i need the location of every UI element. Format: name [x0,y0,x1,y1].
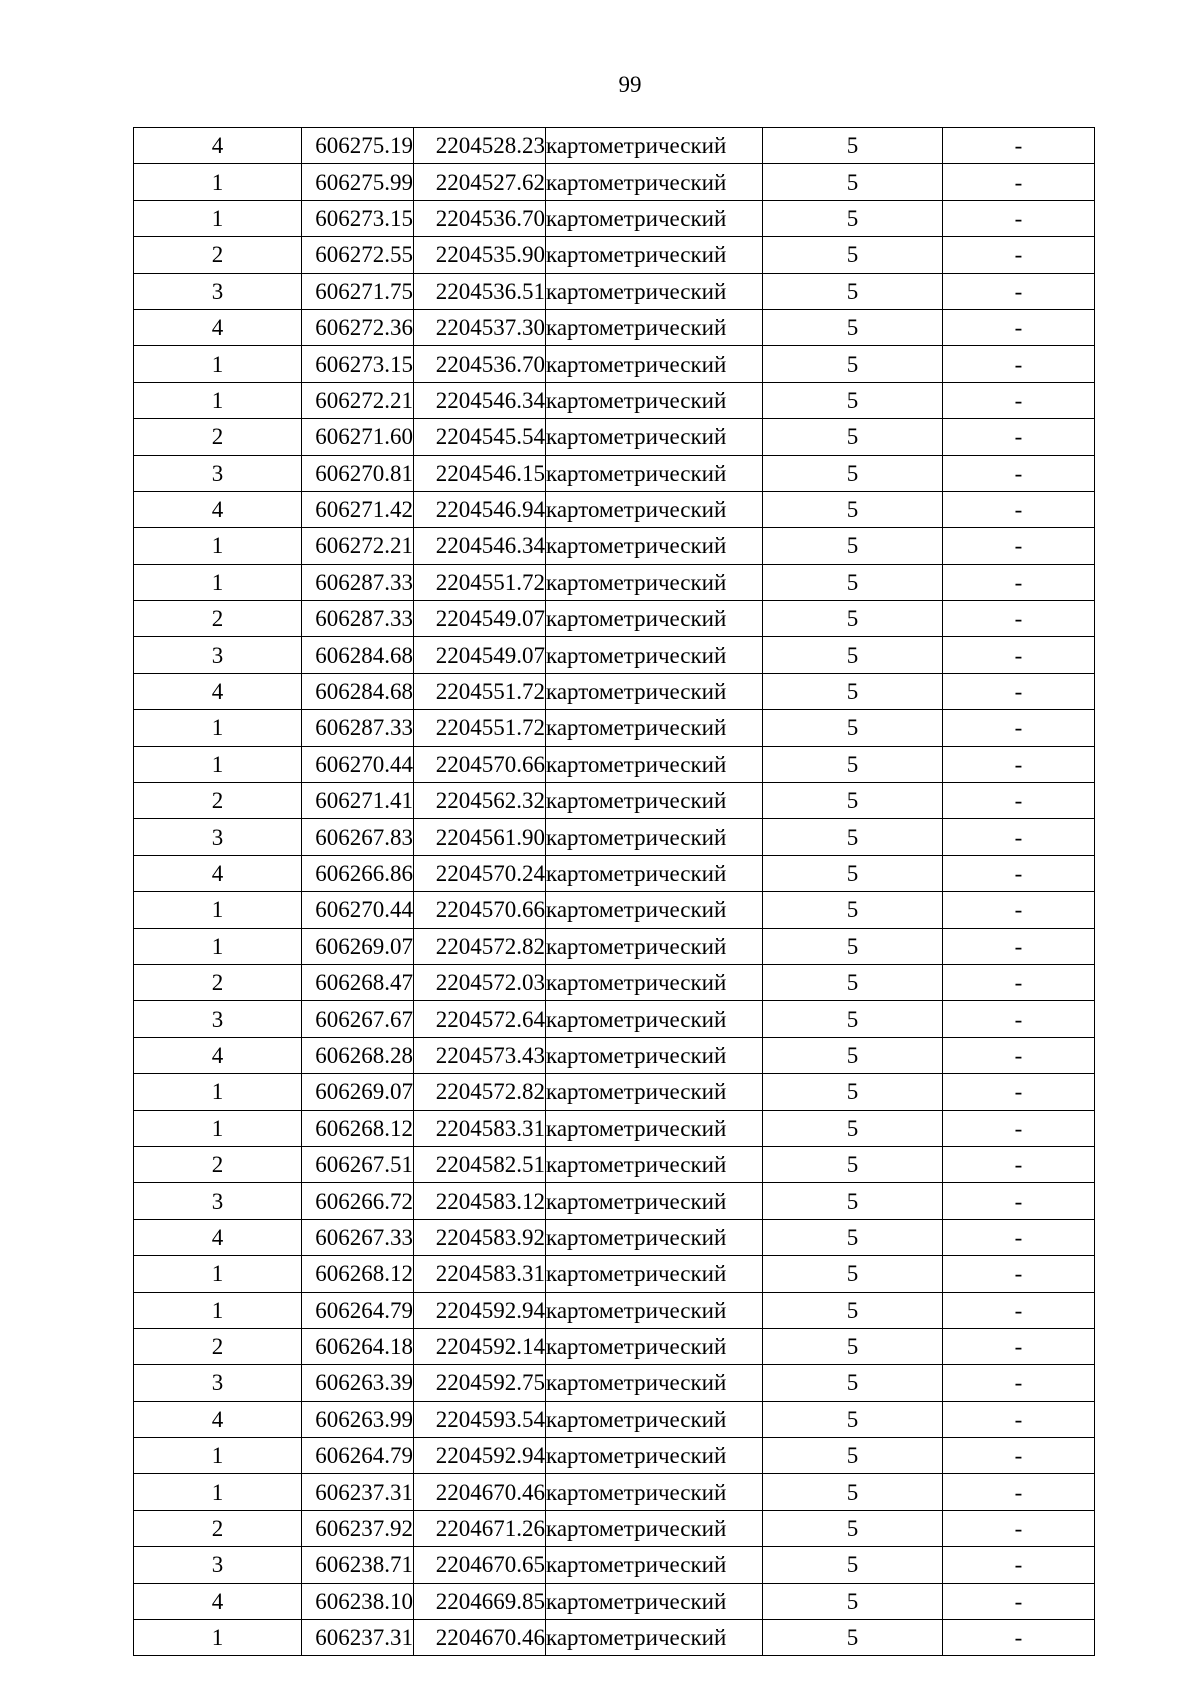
method-cell: картометрический [546,1438,763,1474]
point-number-cell: 3 [134,637,302,673]
x-coordinate-cell: 606263.99 [302,1401,414,1437]
note-cell: - [943,1620,1095,1656]
note-cell: - [943,564,1095,600]
y-coordinate-cell: 2204572.03 [414,964,546,1000]
y-coordinate-cell: 2204536.51 [414,273,546,309]
method-cell: картометрический [546,382,763,418]
point-number-cell: 1 [134,528,302,564]
accuracy-cell: 5 [763,601,943,637]
x-coordinate-cell: 606269.07 [302,928,414,964]
y-coordinate-cell: 2204583.92 [414,1219,546,1255]
accuracy-cell: 5 [763,783,943,819]
point-number-cell: 1 [134,1438,302,1474]
table-row [134,855,1095,891]
x-coordinate-cell: 606270.81 [302,455,414,491]
point-number-cell: 2 [134,237,302,273]
table-row [134,419,1095,455]
method-cell: картометрический [546,1365,763,1401]
point-number-cell: 4 [134,128,302,164]
point-number-cell: 3 [134,1365,302,1401]
point-number-cell: 2 [134,1510,302,1546]
note-cell: - [943,273,1095,309]
accuracy-cell: 5 [763,1146,943,1182]
point-number-cell: 4 [134,1583,302,1619]
x-coordinate-cell: 606263.39 [302,1365,414,1401]
page-number: 99 [618,72,642,97]
accuracy-cell: 5 [763,1037,943,1073]
accuracy-cell: 5 [763,637,943,673]
table-row [134,1110,1095,1146]
accuracy-cell: 5 [763,1001,943,1037]
x-coordinate-cell: 606269.07 [302,1074,414,1110]
point-number-cell: 2 [134,783,302,819]
method-cell: картометрический [546,1256,763,1292]
note-cell: - [943,528,1095,564]
x-coordinate-cell: 606272.36 [302,309,414,345]
note-cell: - [943,1037,1095,1073]
table-row [134,1146,1095,1182]
table-row [134,746,1095,782]
y-coordinate-cell: 2204592.75 [414,1365,546,1401]
table-row [134,783,1095,819]
y-coordinate-cell: 2204551.72 [414,673,546,709]
x-coordinate-cell: 606264.79 [302,1438,414,1474]
method-cell: картометрический [546,819,763,855]
method-cell: картометрический [546,1583,763,1619]
accuracy-cell: 5 [763,528,943,564]
table-row [134,164,1095,200]
x-coordinate-cell: 606264.18 [302,1328,414,1364]
method-cell: картометрический [546,564,763,600]
note-cell: - [943,1474,1095,1510]
accuracy-cell: 5 [763,1474,943,1510]
x-coordinate-cell: 606268.28 [302,1037,414,1073]
y-coordinate-cell: 2204671.26 [414,1510,546,1546]
y-coordinate-cell: 2204546.34 [414,528,546,564]
method-cell: картометрический [546,964,763,1000]
accuracy-cell: 5 [763,710,943,746]
y-coordinate-cell: 2204527.62 [414,164,546,200]
coordinates-table [133,127,1095,1656]
table-row [134,892,1095,928]
accuracy-cell: 5 [763,128,943,164]
point-number-cell: 1 [134,346,302,382]
x-coordinate-cell: 606275.19 [302,128,414,164]
y-coordinate-cell: 2204551.72 [414,710,546,746]
note-cell: - [943,1438,1095,1474]
y-coordinate-cell: 2204549.07 [414,601,546,637]
table-row [134,200,1095,236]
x-coordinate-cell: 606266.72 [302,1183,414,1219]
accuracy-cell: 5 [763,673,943,709]
point-number-cell: 3 [134,1547,302,1583]
note-cell: - [943,164,1095,200]
y-coordinate-cell: 2204572.82 [414,1074,546,1110]
point-number-cell: 1 [134,564,302,600]
y-coordinate-cell: 2204592.94 [414,1292,546,1328]
y-coordinate-cell: 2204583.12 [414,1183,546,1219]
table-row [134,928,1095,964]
accuracy-cell: 5 [763,1583,943,1619]
table-row [134,1037,1095,1073]
y-coordinate-cell: 2204549.07 [414,637,546,673]
method-cell: картометрический [546,1292,763,1328]
method-cell: картометрический [546,237,763,273]
method-cell: картометрический [546,1001,763,1037]
method-cell: картометрический [546,637,763,673]
y-coordinate-cell: 2204545.54 [414,419,546,455]
note-cell: - [943,928,1095,964]
table-row [134,382,1095,418]
method-cell: картометрический [546,1620,763,1656]
accuracy-cell: 5 [763,1110,943,1146]
accuracy-cell: 5 [763,1074,943,1110]
note-cell: - [943,1510,1095,1546]
method-cell: картометрический [546,710,763,746]
x-coordinate-cell: 606237.92 [302,1510,414,1546]
x-coordinate-cell: 606272.21 [302,528,414,564]
note-cell: - [943,200,1095,236]
note-cell: - [943,382,1095,418]
point-number-cell: 1 [134,164,302,200]
table-row [134,601,1095,637]
table-row [134,637,1095,673]
x-coordinate-cell: 606238.71 [302,1547,414,1583]
point-number-cell: 1 [134,746,302,782]
x-coordinate-cell: 606268.47 [302,964,414,1000]
y-coordinate-cell: 2204535.90 [414,237,546,273]
method-cell: картометрический [546,1074,763,1110]
table-row [134,964,1095,1000]
table-row [134,1365,1095,1401]
table-row [134,128,1095,164]
note-cell: - [943,1256,1095,1292]
note-cell: - [943,237,1095,273]
y-coordinate-cell: 2204546.15 [414,455,546,491]
method-cell: картометрический [546,1219,763,1255]
x-coordinate-cell: 606267.51 [302,1146,414,1182]
table-row [134,1510,1095,1546]
table-row [134,710,1095,746]
y-coordinate-cell: 2204592.94 [414,1438,546,1474]
note-cell: - [943,1074,1095,1110]
x-coordinate-cell: 606272.55 [302,237,414,273]
table-row [134,237,1095,273]
point-number-cell: 1 [134,928,302,964]
table-row [134,309,1095,345]
note-cell: - [943,1365,1095,1401]
accuracy-cell: 5 [763,819,943,855]
accuracy-cell: 5 [763,1256,943,1292]
y-coordinate-cell: 2204562.32 [414,783,546,819]
method-cell: картометрический [546,346,763,382]
point-number-cell: 2 [134,964,302,1000]
point-number-cell: 4 [134,1401,302,1437]
note-cell: - [943,1328,1095,1364]
x-coordinate-cell: 606268.12 [302,1110,414,1146]
table-row [134,528,1095,564]
x-coordinate-cell: 606287.33 [302,601,414,637]
point-number-cell: 4 [134,1037,302,1073]
method-cell: картометрический [546,419,763,455]
y-coordinate-cell: 2204546.94 [414,491,546,527]
table-row [134,1474,1095,1510]
table-row [134,455,1095,491]
y-coordinate-cell: 2204670.46 [414,1620,546,1656]
method-cell: картометрический [546,128,763,164]
accuracy-cell: 5 [763,309,943,345]
accuracy-cell: 5 [763,164,943,200]
point-number-cell: 1 [134,382,302,418]
x-coordinate-cell: 606275.99 [302,164,414,200]
method-cell: картометрический [546,1547,763,1583]
method-cell: картометрический [546,455,763,491]
coordinates-table-body [134,128,1095,1656]
x-coordinate-cell: 606271.41 [302,783,414,819]
method-cell: картометрический [546,855,763,891]
note-cell: - [943,455,1095,491]
point-number-cell: 1 [134,1620,302,1656]
accuracy-cell: 5 [763,237,943,273]
y-coordinate-cell: 2204573.43 [414,1037,546,1073]
point-number-cell: 4 [134,491,302,527]
x-coordinate-cell: 606270.44 [302,892,414,928]
method-cell: картометрический [546,673,763,709]
point-number-cell: 3 [134,819,302,855]
y-coordinate-cell: 2204536.70 [414,200,546,236]
method-cell: картометрический [546,309,763,345]
note-cell: - [943,673,1095,709]
accuracy-cell: 5 [763,928,943,964]
x-coordinate-cell: 606273.15 [302,200,414,236]
method-cell: картометрический [546,491,763,527]
x-coordinate-cell: 606271.60 [302,419,414,455]
method-cell: картометрический [546,601,763,637]
point-number-cell: 1 [134,1474,302,1510]
point-number-cell: 4 [134,1219,302,1255]
method-cell: картометрический [546,1037,763,1073]
point-number-cell: 4 [134,673,302,709]
point-number-cell: 4 [134,855,302,891]
point-number-cell: 3 [134,273,302,309]
point-number-cell: 1 [134,892,302,928]
y-coordinate-cell: 2204551.72 [414,564,546,600]
accuracy-cell: 5 [763,491,943,527]
x-coordinate-cell: 606284.68 [302,673,414,709]
point-number-cell: 3 [134,1183,302,1219]
y-coordinate-cell: 2204570.24 [414,855,546,891]
note-cell: - [943,1001,1095,1037]
x-coordinate-cell: 606267.83 [302,819,414,855]
y-coordinate-cell: 2204572.64 [414,1001,546,1037]
table-row [134,1328,1095,1364]
y-coordinate-cell: 2204582.51 [414,1146,546,1182]
note-cell: - [943,1146,1095,1182]
accuracy-cell: 5 [763,1183,943,1219]
accuracy-cell: 5 [763,1438,943,1474]
y-coordinate-cell: 2204561.90 [414,819,546,855]
accuracy-cell: 5 [763,855,943,891]
method-cell: картометрический [546,746,763,782]
accuracy-cell: 5 [763,1620,943,1656]
table-row [134,1620,1095,1656]
point-number-cell: 4 [134,309,302,345]
note-cell: - [943,419,1095,455]
table-row [134,1001,1095,1037]
y-coordinate-cell: 2204670.65 [414,1547,546,1583]
table-row [134,1074,1095,1110]
note-cell: - [943,1292,1095,1328]
accuracy-cell: 5 [763,1365,943,1401]
note-cell: - [943,491,1095,527]
note-cell: - [943,601,1095,637]
method-cell: картометрический [546,928,763,964]
x-coordinate-cell: 606272.21 [302,382,414,418]
note-cell: - [943,309,1095,345]
x-coordinate-cell: 606237.31 [302,1620,414,1656]
note-cell: - [943,819,1095,855]
accuracy-cell: 5 [763,455,943,491]
x-coordinate-cell: 606267.33 [302,1219,414,1255]
x-coordinate-cell: 606287.33 [302,564,414,600]
y-coordinate-cell: 2204592.14 [414,1328,546,1364]
method-cell: картометрический [546,1401,763,1437]
note-cell: - [943,892,1095,928]
x-coordinate-cell: 606284.68 [302,637,414,673]
method-cell: картометрический [546,1474,763,1510]
point-number-cell: 3 [134,455,302,491]
point-number-cell: 2 [134,601,302,637]
note-cell: - [943,1219,1095,1255]
table-row [134,346,1095,382]
point-number-cell: 1 [134,1292,302,1328]
point-number-cell: 1 [134,710,302,746]
x-coordinate-cell: 606237.31 [302,1474,414,1510]
note-cell: - [943,855,1095,891]
method-cell: картометрический [546,1328,763,1364]
y-coordinate-cell: 2204670.46 [414,1474,546,1510]
note-cell: - [943,710,1095,746]
note-cell: - [943,964,1095,1000]
note-cell: - [943,637,1095,673]
x-coordinate-cell: 606238.10 [302,1583,414,1619]
y-coordinate-cell: 2204570.66 [414,892,546,928]
accuracy-cell: 5 [763,964,943,1000]
method-cell: картометрический [546,164,763,200]
point-number-cell: 3 [134,1001,302,1037]
table-row [134,1401,1095,1437]
method-cell: картометрический [546,1510,763,1546]
table-row [134,491,1095,527]
accuracy-cell: 5 [763,892,943,928]
table-row [134,1292,1095,1328]
y-coordinate-cell: 2204528.23 [414,128,546,164]
x-coordinate-cell: 606264.79 [302,1292,414,1328]
y-coordinate-cell: 2204583.31 [414,1110,546,1146]
method-cell: картометрический [546,783,763,819]
accuracy-cell: 5 [763,1219,943,1255]
x-coordinate-cell: 606266.86 [302,855,414,891]
accuracy-cell: 5 [763,200,943,236]
accuracy-cell: 5 [763,273,943,309]
y-coordinate-cell: 2204537.30 [414,309,546,345]
table-row [134,1547,1095,1583]
point-number-cell: 1 [134,200,302,236]
x-coordinate-cell: 606270.44 [302,746,414,782]
x-coordinate-cell: 606267.67 [302,1001,414,1037]
accuracy-cell: 5 [763,1292,943,1328]
point-number-cell: 1 [134,1074,302,1110]
x-coordinate-cell: 606271.75 [302,273,414,309]
y-coordinate-cell: 2204536.70 [414,346,546,382]
accuracy-cell: 5 [763,382,943,418]
note-cell: - [943,1583,1095,1619]
y-coordinate-cell: 2204572.82 [414,928,546,964]
accuracy-cell: 5 [763,746,943,782]
table-row [134,1219,1095,1255]
note-cell: - [943,783,1095,819]
method-cell: картометрический [546,528,763,564]
point-number-cell: 1 [134,1110,302,1146]
note-cell: - [943,1183,1095,1219]
table-row [134,1183,1095,1219]
table-row [134,819,1095,855]
method-cell: картометрический [546,892,763,928]
note-cell: - [943,1401,1095,1437]
table-row [134,564,1095,600]
method-cell: картометрический [546,1183,763,1219]
accuracy-cell: 5 [763,1510,943,1546]
method-cell: картометрический [546,1110,763,1146]
point-number-cell: 1 [134,1256,302,1292]
accuracy-cell: 5 [763,564,943,600]
table-row [134,273,1095,309]
x-coordinate-cell: 606287.33 [302,710,414,746]
note-cell: - [943,346,1095,382]
y-coordinate-cell: 2204546.34 [414,382,546,418]
y-coordinate-cell: 2204583.31 [414,1256,546,1292]
method-cell: картометрический [546,273,763,309]
y-coordinate-cell: 2204570.66 [414,746,546,782]
note-cell: - [943,1547,1095,1583]
accuracy-cell: 5 [763,1401,943,1437]
point-number-cell: 2 [134,1328,302,1364]
accuracy-cell: 5 [763,1328,943,1364]
method-cell: картометрический [546,200,763,236]
note-cell: - [943,128,1095,164]
x-coordinate-cell: 606273.15 [302,346,414,382]
x-coordinate-cell: 606271.42 [302,491,414,527]
point-number-cell: 2 [134,419,302,455]
x-coordinate-cell: 606268.12 [302,1256,414,1292]
table-row [134,1583,1095,1619]
table-row [134,1438,1095,1474]
point-number-cell: 2 [134,1146,302,1182]
method-cell: картометрический [546,1146,763,1182]
note-cell: - [943,746,1095,782]
table-row [134,1256,1095,1292]
y-coordinate-cell: 2204669.85 [414,1583,546,1619]
accuracy-cell: 5 [763,419,943,455]
accuracy-cell: 5 [763,1547,943,1583]
note-cell: - [943,1110,1095,1146]
y-coordinate-cell: 2204593.54 [414,1401,546,1437]
table-row [134,673,1095,709]
accuracy-cell: 5 [763,346,943,382]
